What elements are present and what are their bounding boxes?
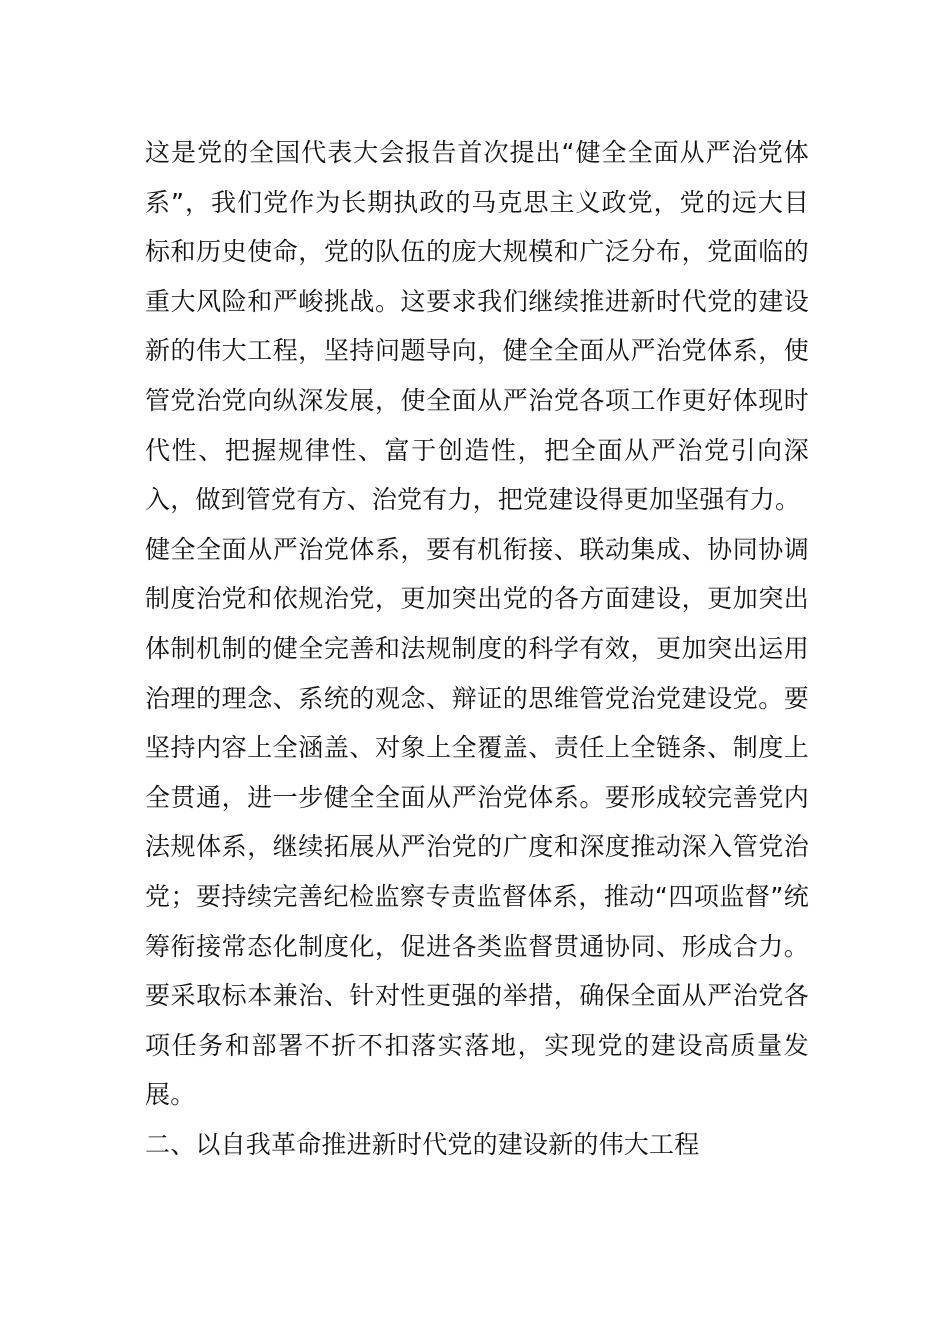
paragraph-1: 这是党的全国代表大会报告首次提出“健全全面从严治党体系”，我们党作为长期执政的马克思主义政党，党的远大目标和历史使命，党的队伍的庞大规模和广泛分布，党面临的重大风险和严峻挑战。这要求我们继续推进新时代党的建设新的伟大工程，坚持问题导向，健全全面从严治党体系，使管党治党向纵深发展，使全面从严治党各项工作更好体现时代性、把握规律性、富于创造性，把全面从严治党引向深入，做到管党有方、治党有力，把党建设得更加坚强有力。 <box>145 138 809 515</box>
document-body <box>145 128 809 1169</box>
section-heading: 二、以自我革命推进新时代党的建设新的伟大工程 <box>145 1129 700 1159</box>
paragraph-2: 健全全面从严治党体系，要有机衔接、联动集成、协同协调制度治党和依规治党，更加突出党的各方面建设，更加突出体制机制的健全完善和法规制度的科学有效，更加突出运用治理的理念、系统的观念、辩证的思维管党治党建设党。要坚持内容上全涵盖、对象上全覆盖、责任上全链条、制度上全贯通，进一步健全全面从严治党体系。要形成较完善党内法规体系，继续拓展从严治党的广度和深度推动深入管党治党；要持续完善纪检监察专责监督体系，推动“四项监督”统筹衔接常态化制度化，促进各类监督贯通协同、形成合力。要采取标本兼治、针对性更强的举措，确保全面从严治党各项任务和部署不折不扣落实落地，实现党的建设高质量发展。 <box>145 534 809 1110</box>
